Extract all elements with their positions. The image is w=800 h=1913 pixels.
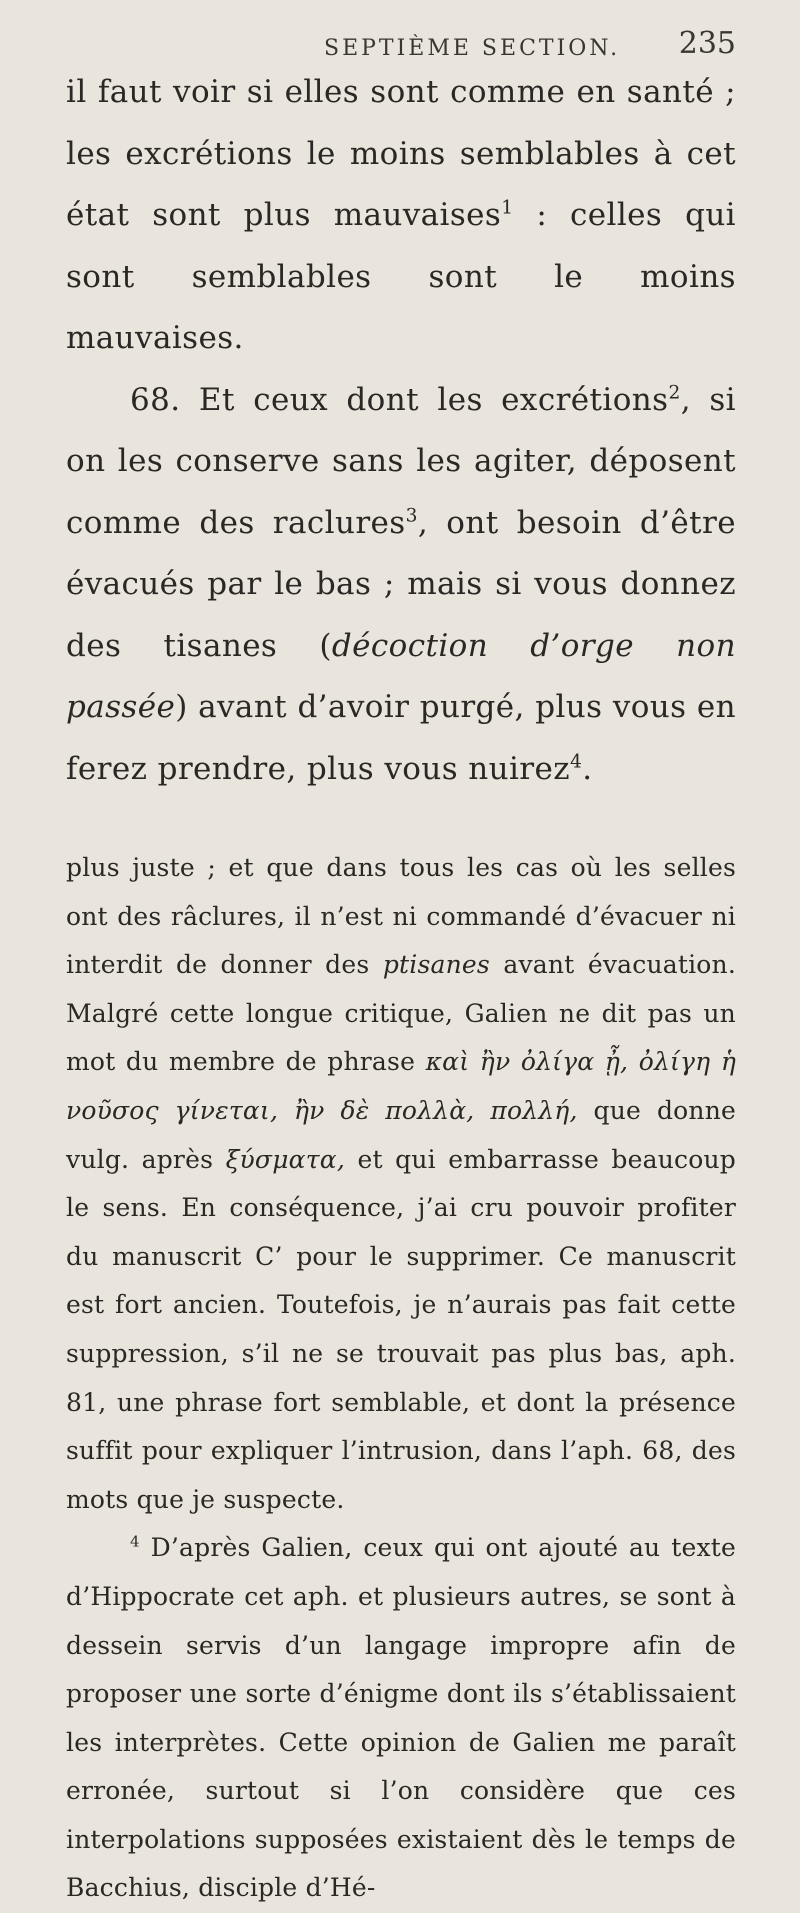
footnote-ref-4: 4 bbox=[570, 751, 583, 773]
n3-b: avant évacuation. Malgré cette longue critique, Galien ne dit pas un mot du membre de phrase bbox=[66, 950, 736, 1077]
n3-greek: καὶ ἢν ὀλίγα ᾖ, ὀλίγη ἡ νοῦσος γίνεται, ἢν δὲ πολλὰ, πολλή, bbox=[66, 1047, 736, 1125]
p2-italic: décoction d’orge non passée bbox=[66, 627, 736, 725]
n3-italic: ptisanes bbox=[382, 950, 490, 980]
n3-c: que donne vulg. après bbox=[66, 1095, 736, 1174]
running-head bbox=[66, 0, 736, 60]
footnote-4 bbox=[66, 1524, 736, 1913]
n3-d: et qui embarrasse beaucoup le sens. En conséquence, j’ai cru pouvoir profiter du manuscrit C’ pour le supprimer. Ce manuscrit est fort ancien. Toutefois, je n’aurais pas fait cette suppression, s’il ne se trouvait pas plus bas, aph. 81, une phrase fort semblable, et dont la présence suffit pour expliquer l’intrusion, dans l’aph. 68, des mots que je suspecte. bbox=[66, 1144, 736, 1514]
paragraph-continued bbox=[66, 62, 736, 370]
aphorism-68 bbox=[66, 370, 736, 801]
p2-mid2: , ont besoin d’être évacués par le bas ; mais si vous donnez des tisanes ( bbox=[66, 504, 736, 664]
footnote-4-marker: 4 bbox=[130, 1532, 140, 1551]
footnote-ref-3: 3 bbox=[405, 505, 418, 527]
n3-a: plus juste ; et que dans tous les cas où les selles ont des râclures, il n’est ni commandé d’évacuer ni interdit de donner des bbox=[66, 853, 736, 980]
footnote-3-continued bbox=[66, 844, 736, 1524]
p2-mid: , si on les conserve sans les agiter, déposent comme des raclures bbox=[66, 381, 736, 541]
footnote-ref-1: 1 bbox=[501, 197, 514, 219]
p2-final: . bbox=[582, 750, 593, 787]
p2-start: 68. Et ceux dont les excrétions bbox=[130, 381, 669, 418]
page-number: 235 bbox=[678, 26, 736, 61]
running-title: SEPTIÈME SECTION. bbox=[324, 36, 621, 61]
main-text bbox=[66, 62, 736, 800]
footnote-ref-2: 2 bbox=[668, 382, 681, 404]
n4-text: D’après Galien, ceux qui ont ajouté au texte d’Hippocrate cet aph. et plusieurs autres, se sont à dessein servis d’un langage impropre afin de proposer une sorte d’énigme dont ils s’établissaient les interprètes. Cette opinion de Galien me paraît erronée, surtout si l’on considère que ces interpolations supposées existaient dès le temps de Bacchius, disciple d’Hé- bbox=[66, 1533, 736, 1903]
p2-end: ) avant d’avoir purgé, plus vous en ferez prendre, plus vous nuirez bbox=[66, 689, 736, 787]
p1-text: il faut voir si elles sont comme en santé ; les excrétions le moins semblables à cet état sont plus mauvaises bbox=[66, 74, 736, 233]
p1-tail: : celles qui sont semblables sont le moins mauvaises. bbox=[66, 197, 736, 356]
n3-greek2: ξύσματα, bbox=[225, 1144, 345, 1174]
